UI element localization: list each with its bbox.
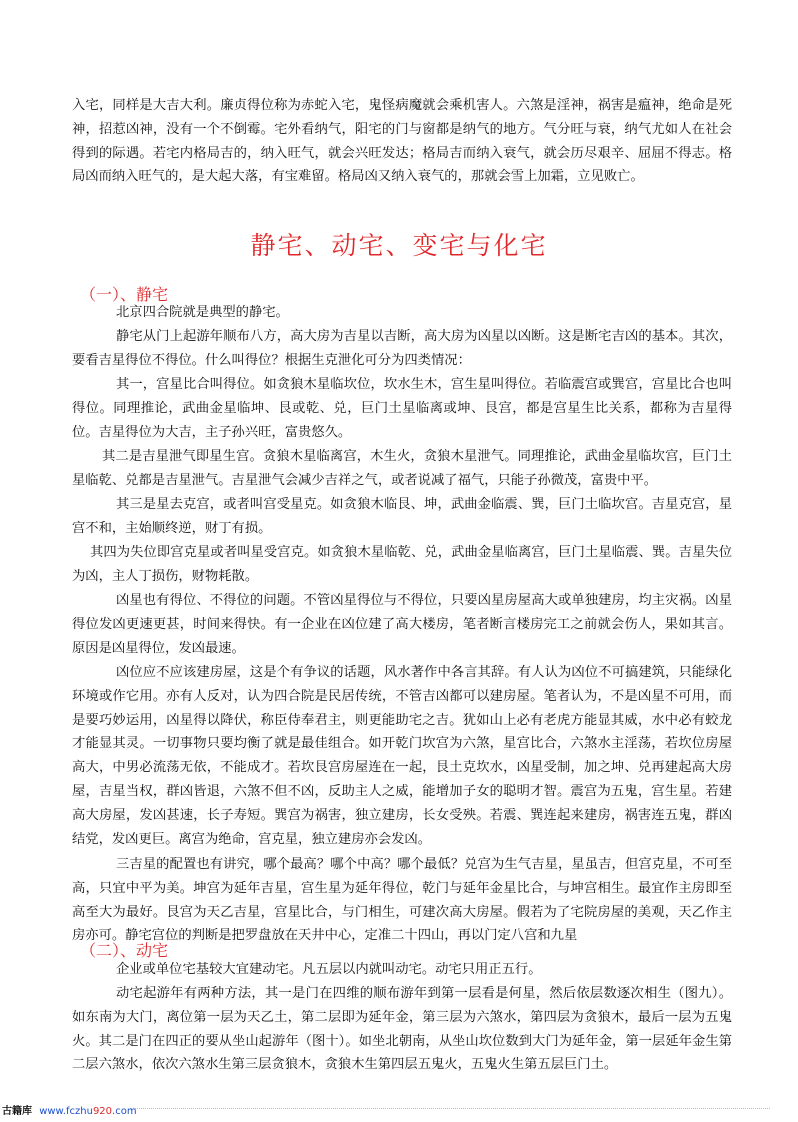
paragraph: 静宅从门上起游年顺布八方，高大房为吉星以吉断，高大房为凶星以凶断。这是断宅吉凶的基本。其次，要看吉星得位不得位。什么叫得位？根据生克泄化可分为四类情况： <box>72 329 732 368</box>
paragraph: 其二是吉星泄气即星生宫。贪狼木星临离宫，木生火，贪狼木星泄气。同理推论，武曲金星临坎宫，巨门土星临乾、兑都是吉星泄气。吉星泄气会减少吉祥之气，或者说减了福气，只能子孙微茂，富贵中平。 <box>72 449 732 488</box>
footer-site-name: 古籍库 <box>2 1106 32 1117</box>
paragraph: 凶星也有得位、不得位的问题。不管凶星得位与不得位，只要凶星房屋高大或单独建房，均主灾祸。凶星得位发凶更速更甚，时间来得快。有一企业在凶位建了高大楼房，笔者断言楼房完工之前就会伤人，果如其言。原因是凶星得位，发凶最速。 <box>72 593 732 656</box>
page-title: 静宅、动宅、变宅与化宅 <box>250 231 548 260</box>
footer <box>2 1102 137 1117</box>
paragraph-intro: 入宅，同样是大吉大利。廉贞得位称为赤蛇入宅，鬼怪病魔就会乘机害人。六煞是淫神，祸害是瘟神，绝命是死神，招惹凶神，没有一个不倒霉。宅外看纳气，阳宅的门与窗都是纳气的地方。气分旺与衰，纳气尤如人在社会得到的际遇。若宅内格局吉的，纳入旺气，就会兴旺发达；格局吉而纳入衰气，就会历尽艰辛、屈屈不得志。格局凶而纳入旺气的，是大起大落，有宝难留。格局凶又纳入衰气的，那就会雪上加霜，立见败亡。 <box>72 98 732 185</box>
paragraph: 动宅起游年有两种方法，其一是门在四维的顺布游年到第一层看是何星，然后依层数逐次相生（图九）。如东南为大门，离位第一层为天乙土，第二层即为延年金，第三层为六煞水，第四层为贪狼木，最后一层为五鬼火。其二是门在四正的要从坐山起游年（图十）。如坐北朝南，从坐山坎位数到大门为延年金，第一层延年金生第二层六煞水，依次六煞水生第三层贪狼木，贪狼木生第四层五鬼火，五鬼火生第五层巨门土。 <box>72 986 732 1073</box>
paragraph: 北京四合院就是典型的静宅。 <box>116 305 289 320</box>
paragraph: 企业或单位宅基较大宜建动宅。凡五层以内就叫动宅。动宅只用正五行。 <box>116 962 542 977</box>
footer-divider <box>130 1108 770 1109</box>
paragraph: 其四为失位即宫克星或者叫星受宫克。如贪狼木星临乾、兑，武曲金星临离宫，巨门土星临震、巽。吉星失位为凶，主人丁损伤，财物耗散。 <box>72 545 732 584</box>
paragraph: 三吉星的配置也有讲究，哪个最高？哪个中高？哪个最低？兑宫为生气吉星，星虽吉，但宫克星，不可至高，只宜中平为美。坤宫为延年吉星，宫生星为延年得位，乾门与延年金星比合，与坤宫相生。最宜作主房即至高至大为最好。艮宫为天乙吉星，宫星比合，与门相生，可建次高大房屋。假若为了宅院房屋的美观，天乙作主房亦可。静宅宫位的判断是把罗盘放在天井中心，定准二十四山，再以门定八宫和九星 <box>72 857 732 944</box>
footer-url[interactable]: www.fczhu920.com <box>39 1106 137 1117</box>
paragraph: 凶位应不应该建房屋，这是个有争议的话题，风水著作中各言其辞。有人认为凶位不可搞建筑，只能绿化环境或作它用。亦有人反对，认为四合院是民居传统，不管吉凶都可以建房屋。笔者认为，不是凶星不可用，而是要巧妙运用，凶星得以降伏，称臣侍奉君主，则更能助宅之吉。犹如山上必有老虎方能显其威，水中必有蛟龙才能显其灵。一切事物只要均衡了就是最佳组合。如开乾门坎宫为六煞，星宫比合，六煞水主淫荡，若坎位房屋高大，中男必流荡无依，不能成才。若坎艮宫房屋连在一起，艮土克坎水，凶星受制，加之坤、兑再建起高大房屋，吉星当权，群凶皆退，六煞不但不凶，反助主人之威，能增加子女的聪明才智。震宫为五鬼，宫生星。若建高大房屋，发凶甚速，长子寿短。巽宫为祸害，独立建房，长女受殃。若震、巽连起来建房，祸害连五鬼，群凶结党，发凶更巨。离宫为绝命，宫克星，独立建房亦会发凶。 <box>72 665 732 847</box>
section-heading-static-house: （一）、静宅 <box>80 285 169 304</box>
paragraph: 其一，宫星比合叫得位。如贪狼木星临坎位，坎水生木，宫生星叫得位。若临震宫或巽宫，宫星比合也叫得位。同理推论，武曲金星临坤、艮或乾、兑，巨门土星临离或坤、艮宫，都是宫星生比关系，都称为吉星得位。吉星得位为大吉，主子孙兴旺，富贵悠久。 <box>72 377 732 440</box>
section-heading-dynamic-house: （二）、动宅 <box>80 941 169 960</box>
paragraph: 其三是星去克宫，或者叫宫受星克。如贪狼木临艮、坤，武曲金临震、巽，巨门土临坎宫。吉星克宫，星宫不和，主始顺终逆，财丁有损。 <box>72 497 732 536</box>
